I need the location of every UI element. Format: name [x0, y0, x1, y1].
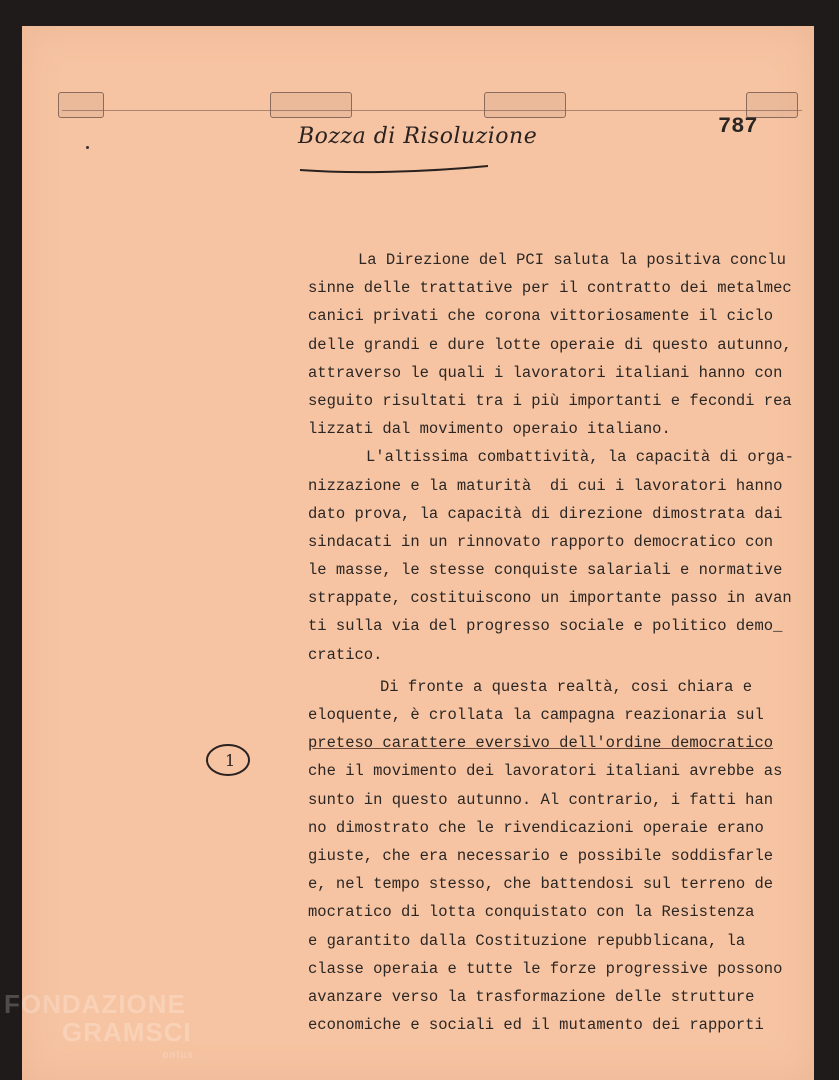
text-line: seguito risultati tra i più importanti e fecondi rea — [308, 391, 792, 410]
watermark-line1: FONDAZIONE — [4, 989, 186, 1019]
binding-tab — [58, 92, 104, 118]
watermark-logo — [4, 990, 194, 1070]
text-line: attraverso le quali i lavoratori italiani hanno con — [308, 363, 783, 382]
text-line: dato prova, la capacità di direzione dimostrata dai — [308, 504, 783, 523]
text-line: classe operaia e tutte le forze progressive possono — [308, 959, 783, 978]
title-underline — [296, 158, 496, 178]
text-line: L'altissima combattività, la capacità di orga- — [366, 448, 794, 467]
text-line-underlined: preteso carattere eversivo dell'ordine democratico — [308, 734, 774, 753]
text-line: avanzare verso la trasformazione delle strutture — [308, 987, 755, 1006]
text-line: e, nel tempo stesso, che battendosi sul terreno de — [308, 875, 774, 894]
text-line: lizzati dal movimento operaio italiano. — [308, 420, 671, 439]
text-line: mocratico di lotta conquistato con la Resistenza — [308, 903, 755, 922]
typed-text-body — [308, 246, 794, 1039]
text-line: che il movimento dei lavoratori italiani avrebbe as — [308, 762, 783, 781]
text-line: delle grandi e dure lotte operaie di questo autunno, — [308, 335, 792, 354]
binding-tab — [484, 92, 566, 118]
handwritten-title: Bozza di Risoluzione — [298, 124, 538, 149]
text-line: sunto in questo autunno. Al contrario, i fatti han — [308, 790, 774, 809]
text-line: Di fronte a questa realtà, cosi chiara e — [380, 677, 753, 696]
text-line: le masse, le stesse conquiste salariali e normative — [308, 561, 783, 580]
text-line: canici privati che corona vittoriosamente il ciclo — [308, 307, 774, 326]
text-line: giuste, che era necessario e possibile soddisfarle — [308, 846, 774, 865]
binding-tab — [270, 92, 352, 118]
text-line: e garantito dalla Costituzione repubblicana, la — [308, 931, 746, 950]
page-edge-line — [62, 110, 802, 111]
text-line: La Direzione del PCI saluta la positiva conclu — [358, 251, 786, 269]
text-line: eloquente, è crollata la campagna reazionaria sul — [308, 706, 764, 724]
text-line: economiche e sociali ed il mutamento dei rapporti — [308, 1016, 764, 1035]
watermark-line3: onlus — [162, 1050, 194, 1061]
text-line: cratico. — [308, 645, 383, 664]
text-line: strappate, costituiscono un importante passo in avan — [308, 589, 792, 608]
page-number: 787 — [718, 114, 758, 139]
text-line: sinne delle trattative per il contratto dei metalmec — [308, 279, 792, 298]
text-line: no dimostrato che le rivendicazioni operaie erano — [308, 818, 764, 837]
margin-note-text: 1 — [225, 751, 236, 770]
text-line: nizzazione e la maturità di cui i lavoratori hanno — [308, 476, 783, 495]
ink-speck — [86, 146, 89, 149]
text-line: ti sulla via del progresso sociale e politico demo_ — [308, 617, 783, 636]
circled-margin-note — [204, 740, 254, 780]
text-line: sindacati in un rinnovato rapporto democratico con — [308, 532, 774, 551]
watermark-line2: GRAMSCI — [62, 1017, 192, 1047]
